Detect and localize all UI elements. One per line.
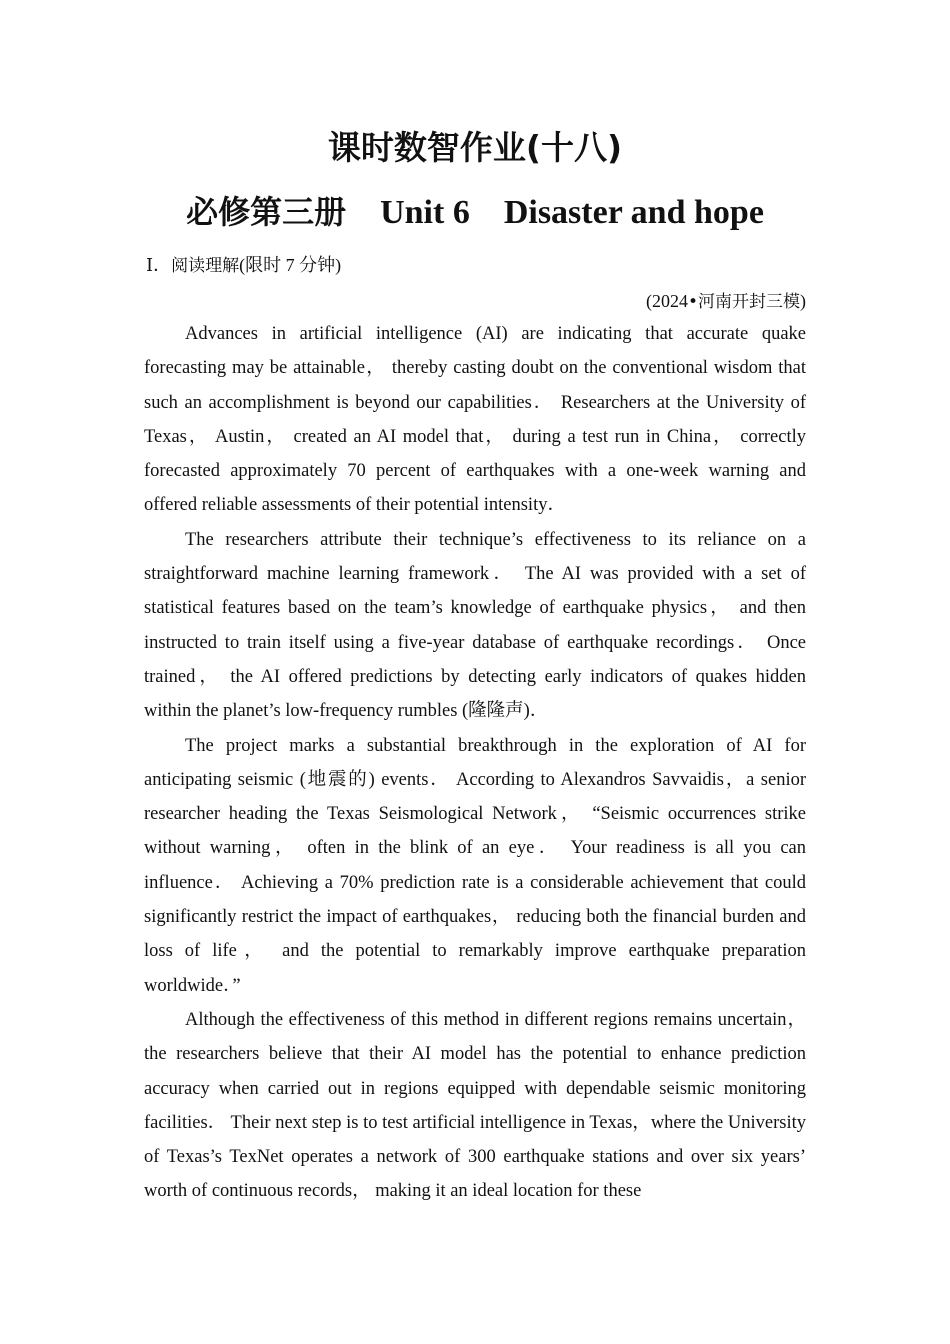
source-close: ): [800, 291, 806, 311]
section-number: Ⅰ．: [146, 255, 172, 275]
passage-paragraph: Advances in artificial intelligence (AI) are indicating that accurate quake forecasting may be attainable， thereby casting doubt on the conventional wisdom that such an accomplishment is beyond our capabilities． Researchers at the University of Texas， Austin， created an AI model that， during a test run in China， correctly forecasted approximately 70 percent of earthquakes with a one-week warning and offered reliable assessments of their potential intensity．: [144, 324, 806, 516]
passage-paragraph: Although the effectiveness of this method in different regions remains uncertain， the researchers believe that their AI model has the potential to enhance prediction accuracy when carried out in regions equipped with dependable seismic monitoring facilities． Their next step is to test artificial intelligence in Texas，where the University of Texas’s TexNet operates a network of 300 earthquake stations and over six years’ worth of continuous records， making it an ideal location for these: [144, 1009, 806, 1202]
section-heading: [146, 252, 341, 279]
page-title: 课时数智作业(十八): [327, 128, 623, 167]
subtitle-book-volume: 必修第三册: [186, 193, 347, 231]
page-subtitle: [0, 188, 950, 237]
reading-passage: [144, 317, 806, 1209]
section-label: 阅读理解: [171, 256, 240, 276]
source-location: •河南开封三模: [687, 292, 800, 312]
subtitle-unit: Unit 6 Disaster and hope: [380, 194, 764, 231]
passage-paragraph: The researchers attribute their technique’s effectiveness to its reliance on a straightforward machine learning framework． The AI was provided with a set of statistical features based on the team’s knowledge of earthquake physics， and then instructed to train itself using a five-year database of earthquake recordings． Once trained， the AI offered predictions by detecting early indicators of quakes hidden within the planet’s low-frequency rumbles (隆隆声)．: [144, 529, 806, 722]
source-year: (2024: [645, 291, 688, 311]
source-citation: [646, 288, 806, 315]
section-time-limit: (限时 7 分钟): [239, 255, 342, 275]
passage-paragraph: The project marks a substantial breakthrough in the exploration of AI for anticipating seismic (地震的) events． According to Alexandros Savvaidis，a senior researcher heading the Texas Seismological Network， “Seismic occurrences strike without warning， often in the blink of an eye． Your readiness is all you can influence． Achieving a 70% prediction rate is a considerable achievement that could significantly restrict the impact of earthquakes， reducing both the financial burden and loss of life， and the potential to remarkably improve earthquake preparation worldwide．”: [144, 735, 806, 996]
